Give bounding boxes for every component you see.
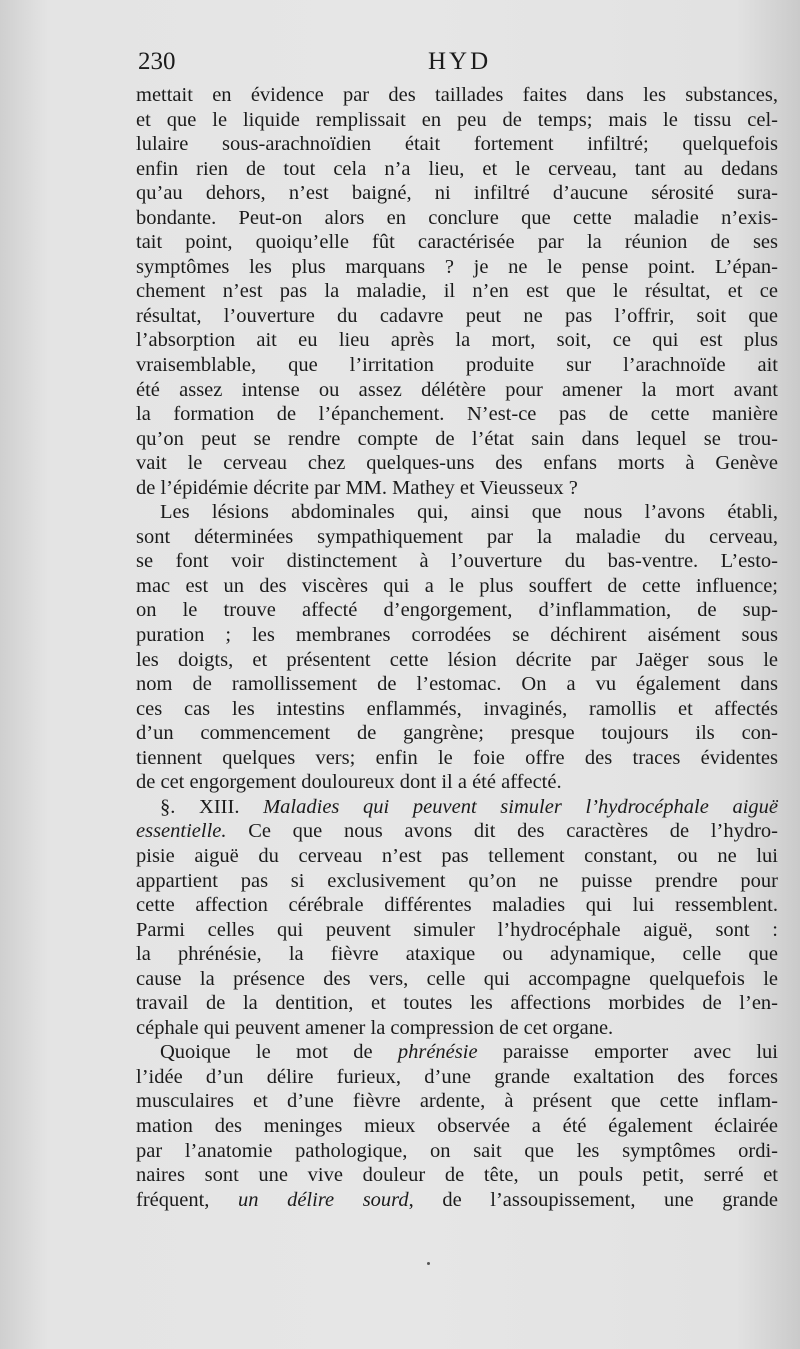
text-line: les doigts, et présentent cette lésion décrite par Jaëger sous le [136,648,778,671]
text-line: ces cas les intestins enflammés, invaginés, ramollis et affectés [136,697,778,720]
text-run: Ce que nous avons dit des caractères de l’hydro- [248,820,778,843]
text-line: mettait en évidence par des taillades faites dans les substances, [136,84,778,106]
text-line: nom de ramollissement de l’estomac. On a vu également dans [136,673,778,696]
text-line: de cet engorgement douloureux dont il a été affecté. [136,771,562,794]
text-line: de l’épidémie décrite par MM. Mathey et Vieusseux ? [136,476,578,499]
text-run: Quoique le mot de [160,1041,398,1064]
text-run: , de l’assoupissement, une grande [408,1188,778,1211]
section-title-end: essentielle. [136,820,227,843]
text-line: d’un commencement de gangrène; presque toujours ils con- [136,722,778,745]
text-line: la phrénésie, la fièvre ataxique ou adynamique, celle que [136,943,778,966]
text-line: enfin rien de tout cela n’a lieu, et le cerveau, tant au dedans [136,157,778,180]
text-run: paraisse emporter avec lui [477,1041,778,1064]
text-line: on le trouve affecté d’engorgement, d’inflammation, de sup- [136,599,778,622]
text-line: Parmi celles qui peuvent simuler l’hydrocéphale aiguë, sont : [136,918,778,941]
text-line: résultat, l’ouverture du cadavre peut ne pas l’offrir, soit que [136,304,778,327]
running-head: HYD [428,48,492,75]
text-line: mac est un des viscères qui a le plus souffert de cette influence; [136,574,778,597]
text-line: tait point, quoiqu’elle fût caractérisée par la réunion de ses [136,231,778,254]
page-number: 230 [138,48,176,75]
text-line: pisie aiguë du cerveau n’est pas tellement constant, ou ne lui [136,844,778,867]
section-mark: §. XIII. [160,795,240,818]
text-line: travail de la dentition, et toutes les affections morbides de l’en- [136,992,778,1015]
page-header [138,48,778,82]
text-line: Les lésions abdominales qui, ainsi que nous l’avons établi, [160,501,778,524]
text-line: appartient pas si exclusivement qu’on ne puisse prendre pour [136,869,778,892]
italic-term: phrénésie [397,1041,478,1064]
body-text [136,83,778,1212]
text-line: cause la présence des vers, celle qui accompagne quelquefois le [136,967,778,990]
text-line: été assez intense ou assez délétère pour amener la mort avant [136,378,778,401]
text-line: vraisemblable, que l’irritation produite sur l’arachnoïde ait [136,354,778,377]
text-line: chement n’est pas la maladie, il n’en est que le résultat, et ce [136,280,778,303]
text-line: la formation de l’épanchement. N’est-ce pas de cette manière [136,403,778,426]
text-line: musculaires et d’une fièvre ardente, à présent que cette inflam- [136,1090,778,1113]
text-line: naires sont une vive douleur de tête, un pouls petit, serré et [136,1164,778,1187]
text-line: par l’anatomie pathologique, on sait que les symptômes ordi- [136,1139,778,1162]
text-line: et que le liquide remplissait en peu de temps; mais le tissu cel- [136,108,778,131]
text-run: fréquent, [136,1188,238,1211]
text-line: céphale qui peuvent amener la compression de cet organe. [136,1016,614,1039]
text-line: vait le cerveau chez quelques-uns des enfans morts à Genève [136,452,778,475]
text-line: cette affection cérébrale différentes maladies qui lui ressemblent. [136,894,778,917]
section-title: Maladies qui peuvent simuler l’hydrocéphale aiguë [263,795,778,818]
text-line: puration ; les membranes corrodées se déchirent aisément sous [136,624,778,647]
text-line: bondante. Peut-on alors en conclure que cette maladie n’exis- [136,206,778,229]
paragraph-start-line [136,1040,778,1065]
text-line: tiennent quelques vers; enfin le foie offre des traces évidentes [136,746,778,769]
text-line: qu’on peut se rendre compte de l’état sain dans lequel se trou- [136,427,778,450]
text-line: symptômes les plus marquans ? je ne le pense point. L’épan- [136,255,778,278]
text-line: qu’au dehors, n’est baigné, ni infiltré d’aucune sérosité sura- [136,182,778,205]
text-line: l’absorption ait eu lieu après la mort, soit, ce qui est plus [136,329,778,352]
text-line: sont déterminées sympathiquement par la maladie du cerveau, [136,525,778,548]
section-heading-line [136,795,778,820]
final-line [136,1188,778,1213]
text-line: lulaire sous-arachnoïdien était fortement infiltré; quelquefois [136,133,778,156]
italic-phrase: un délire sourd [238,1188,409,1211]
text-line: mation des meninges mieux observée a été également éclairée [136,1114,778,1137]
section-heading-line-2 [136,819,778,844]
text-line: l’idée d’un délire furieux, d’une grande exaltation des forces [136,1065,778,1088]
ink-dot [427,1262,430,1265]
text-line: se font voir distinctement à l’ouverture du bas-ventre. L’esto- [136,550,778,573]
